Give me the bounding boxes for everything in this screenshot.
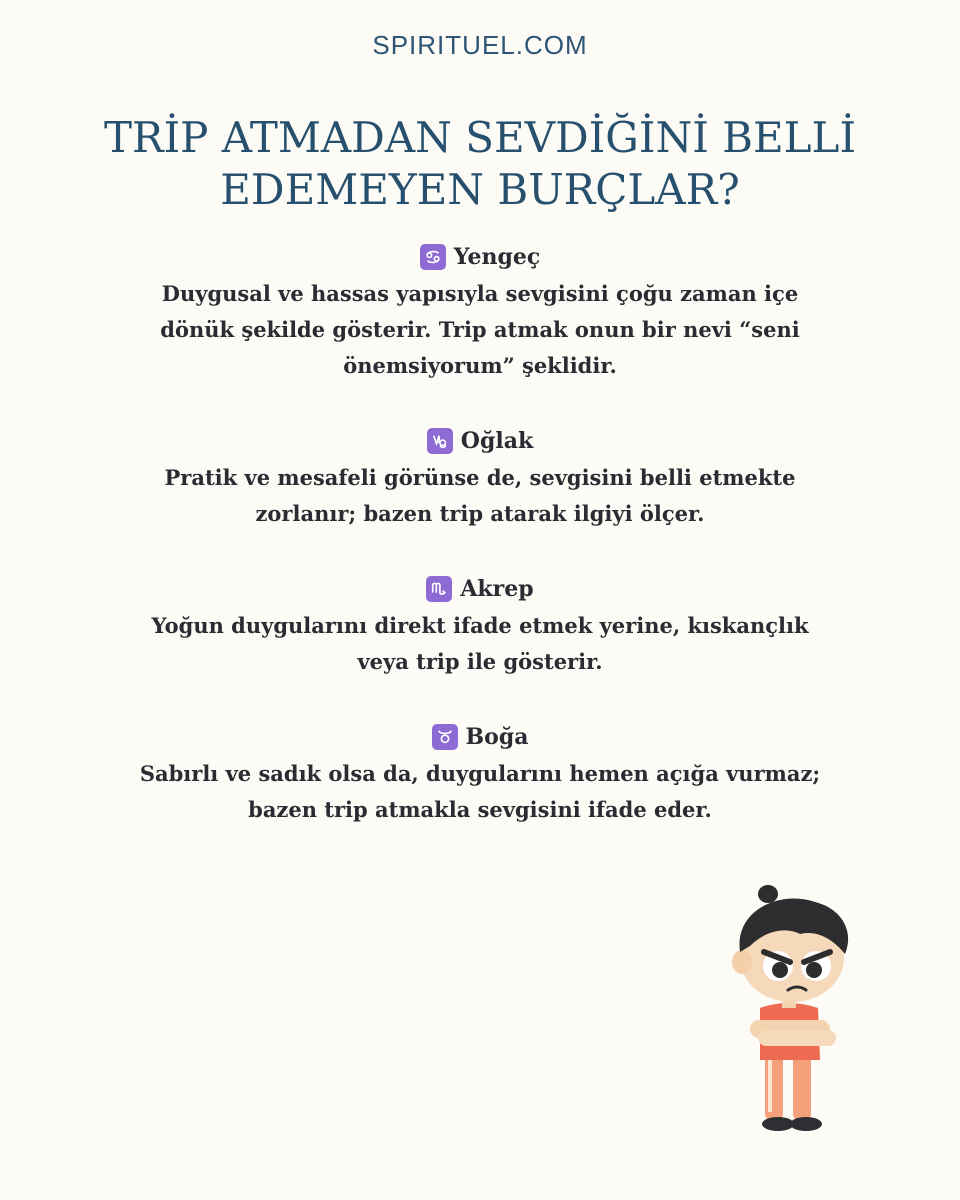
sign-name: Yengeç (453, 244, 541, 270)
cancer-zodiac-icon (420, 244, 446, 270)
sign-item-boga (60, 718, 900, 828)
sign-description: Pratik ve mesafeli görünse de, sevgisini belli etmekte zorlanır; bazen trip atarak ilgiyi ölçer. (164, 465, 796, 526)
sign-name: Oğlak (460, 428, 534, 454)
scorpio-zodiac-icon (426, 576, 452, 602)
sign-description: Yoğun duygularını direkt ifade etmek yerine, kıskançlık veya trip ile gösterir. (151, 613, 809, 674)
taurus-zodiac-icon (432, 724, 458, 750)
sign-header (60, 718, 900, 756)
sign-item-yengec (60, 238, 900, 384)
site-name: SPIRITUEL.COM (372, 30, 588, 60)
capricorn-zodiac-icon (427, 428, 453, 454)
sign-name: Akrep (460, 576, 534, 602)
page-title: TRİP ATMADAN SEVDİĞİNİ BELLİ EDEMEYEN BURÇLAR? (103, 113, 857, 214)
angry-boy-illustration (720, 880, 870, 1140)
sign-list (60, 238, 900, 866)
sign-item-akrep (60, 570, 900, 680)
sign-header (60, 238, 900, 276)
sign-name: Boğa (465, 724, 529, 750)
sign-item-oglak (60, 422, 900, 532)
sign-description: Duygusal ve hassas yapısıyla sevgisini çoğu zaman içe dönük şekilde gösterir. Trip atmak onun bir nevi “seni önemsiyorum” şeklidir. (160, 281, 800, 378)
sign-description: Sabırlı ve sadık olsa da, duygularını hemen açığa vurmaz; bazen trip atmakla sevgisini ifade eder. (139, 761, 821, 822)
sign-header (60, 570, 900, 608)
sign-header (60, 422, 900, 460)
